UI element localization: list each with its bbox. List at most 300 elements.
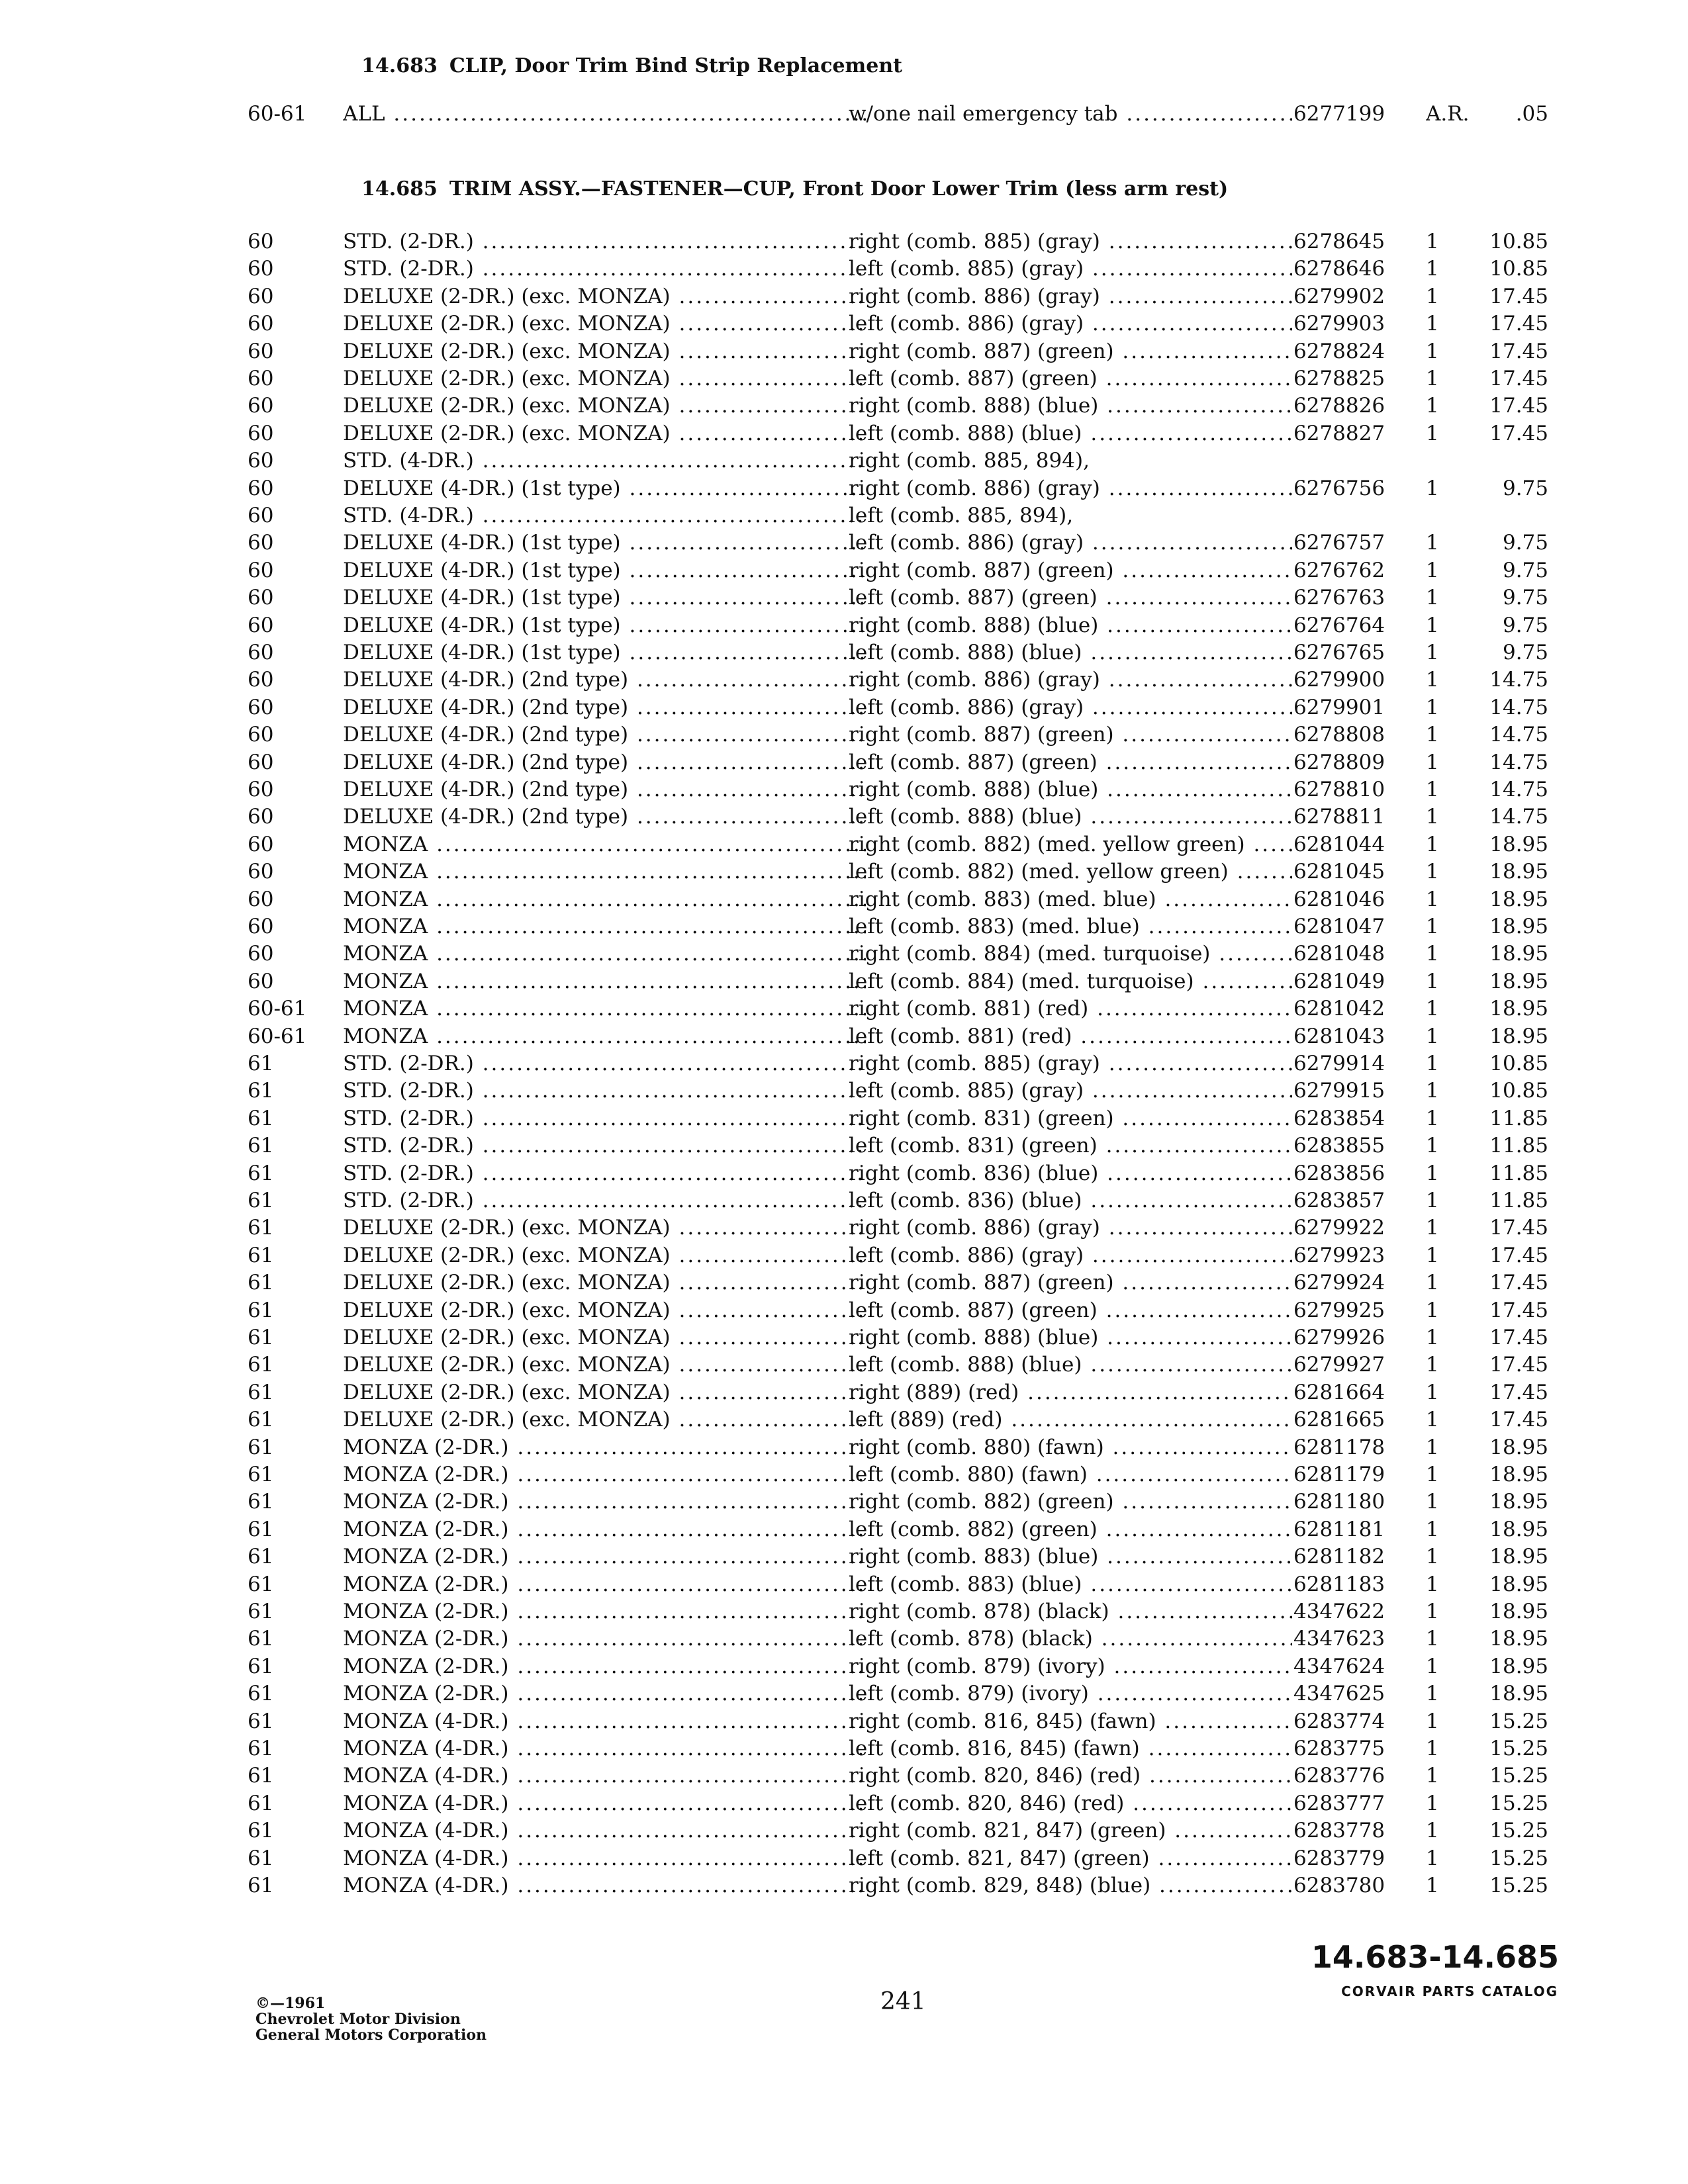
section-number: 14.685 xyxy=(361,177,438,201)
cell-part: 6279902 xyxy=(1293,284,1385,308)
cell-price: 18.95 xyxy=(1489,1682,1548,1706)
cell-qty: 1 xyxy=(1426,230,1439,253)
table-row xyxy=(248,1762,1558,1789)
cell-yr: 60 xyxy=(248,531,274,555)
cell-model: DELUXE (4-DR.) (2nd type) ..... xyxy=(343,721,866,748)
cell-desc: right (comb. 887) (green) ..... xyxy=(849,338,1292,365)
cell-desc: right (comb. 829, 848) (blue) ..... xyxy=(849,1872,1292,1899)
cell-qty: 1 xyxy=(1426,1517,1439,1541)
cell-yr: 60 xyxy=(248,421,274,445)
cell-desc: left (comb. 880) (fawn) ..... xyxy=(849,1461,1292,1488)
table-row xyxy=(248,1817,1558,1844)
table-row xyxy=(248,1708,1558,1735)
cell-price: 11.85 xyxy=(1489,1161,1548,1185)
cell-price: 14.75 xyxy=(1489,805,1548,829)
cell-part: 6281665 xyxy=(1293,1408,1385,1432)
cell-yr: 61 xyxy=(248,1380,274,1404)
cell-yr: 61 xyxy=(248,1106,274,1130)
cell-yr: 61 xyxy=(248,1545,274,1569)
cell-price: 9.75 xyxy=(1502,613,1548,637)
cell-price: 18.95 xyxy=(1489,942,1548,966)
cell-yr: 60 xyxy=(248,969,274,993)
cell-price: 17.45 xyxy=(1489,312,1548,336)
table-row xyxy=(248,338,1558,365)
cell-price: 18.95 xyxy=(1489,1463,1548,1486)
cell-yr: 61 xyxy=(248,1408,274,1432)
cell-yr: 60 xyxy=(248,860,274,884)
cell-price: 15.25 xyxy=(1489,1791,1548,1815)
cell-price: 17.45 xyxy=(1489,339,1548,363)
cell-price: 15.25 xyxy=(1489,1874,1548,1897)
cell-model: DELUXE (2-DR.) (exc. MONZA) ..... xyxy=(343,310,866,337)
cell-desc: left (comb. 886) (gray) ..... xyxy=(849,310,1292,337)
cell-model: DELUXE (2-DR.) (exc. MONZA) ..... xyxy=(343,1214,866,1241)
cell-desc: right (comb. 883) (med. blue) ..... xyxy=(849,886,1292,913)
cell-price: 17.45 xyxy=(1489,367,1548,390)
cell-qty: 1 xyxy=(1426,1134,1439,1158)
cell-price: 11.85 xyxy=(1489,1189,1548,1212)
cell-desc: right (comb. 886) (gray) ..... xyxy=(849,666,1292,693)
cell-yr: 60 xyxy=(248,312,274,336)
cell-desc: left (comb. 821, 847) (green) ..... xyxy=(849,1845,1292,1872)
table-row xyxy=(248,1571,1558,1598)
cell-yr: 60 xyxy=(248,942,274,966)
cell-yr: 61 xyxy=(248,1435,274,1459)
cell-desc: left (comb. 881) (red) ..... xyxy=(849,1023,1292,1050)
cell-part: 6276765 xyxy=(1293,641,1385,664)
cell-part: 6276764 xyxy=(1293,613,1385,637)
table-row xyxy=(248,310,1558,337)
cell-price: 18.95 xyxy=(1489,887,1548,911)
cell-desc: left (comb. 878) (black) ..... xyxy=(849,1625,1292,1652)
cell-qty: 1 xyxy=(1426,641,1439,664)
cell-part: 6279901 xyxy=(1293,695,1385,719)
cell-yr: 61 xyxy=(248,1463,274,1486)
cell-price: 18.95 xyxy=(1489,832,1548,856)
cell-part: 6279925 xyxy=(1293,1298,1385,1322)
table-row xyxy=(248,968,1558,995)
cell-yr: 61 xyxy=(248,1764,274,1788)
cell-qty: 1 xyxy=(1426,1216,1439,1240)
cell-model: MONZA (2-DR.) ..... xyxy=(343,1516,866,1543)
cell-price: 11.85 xyxy=(1489,1134,1548,1158)
cell-model: STD. (2-DR.) ..... xyxy=(343,1132,866,1159)
cell-desc: right (comb. 821, 847) (green) ..... xyxy=(849,1817,1292,1844)
table-row xyxy=(248,1077,1558,1104)
cell-model: DELUXE (2-DR.) (exc. MONZA) ..... xyxy=(343,1406,866,1433)
table-row xyxy=(248,1735,1558,1762)
cell-qty: 1 xyxy=(1426,394,1439,418)
cell-price: 18.95 xyxy=(1489,997,1548,1021)
table-row xyxy=(248,749,1558,776)
table-row xyxy=(248,886,1558,913)
cell-part: 6281180 xyxy=(1293,1490,1385,1514)
cell-qty: 1 xyxy=(1426,723,1439,747)
cell-model: DELUXE (2-DR.) (exc. MONZA) ..... xyxy=(343,1297,866,1324)
cell-model: ALL ..... xyxy=(343,101,866,127)
cell-price: 17.45 xyxy=(1489,1298,1548,1322)
cell-price: 15.25 xyxy=(1489,1846,1548,1870)
table-row xyxy=(248,1680,1558,1707)
cell-model: MONZA ..... xyxy=(343,1023,866,1050)
cell-price: 14.75 xyxy=(1489,750,1548,774)
table-row xyxy=(248,831,1558,858)
cell-part: 6283775 xyxy=(1293,1737,1385,1760)
cell-price: 18.95 xyxy=(1489,860,1548,884)
cell-part: 6281043 xyxy=(1293,1024,1385,1048)
cell-part: 6281183 xyxy=(1293,1572,1385,1596)
table-row xyxy=(248,913,1558,940)
cell-yr: 61 xyxy=(248,1709,274,1733)
cell-desc: w/one nail emergency tab ..... xyxy=(849,101,1292,127)
cell-price: 14.75 xyxy=(1489,668,1548,692)
cell-part: 6279922 xyxy=(1293,1216,1385,1240)
cell-model: MONZA ..... xyxy=(343,831,866,858)
cell-desc: left (comb. 887) (green) ..... xyxy=(849,365,1292,392)
table-row xyxy=(248,1269,1558,1296)
catalog-range: 14.683-14.685 xyxy=(1311,1939,1559,1975)
table-row xyxy=(248,1872,1558,1899)
cell-desc: left (comb. 888) (blue) ..... xyxy=(849,420,1292,447)
table-row xyxy=(248,1488,1558,1515)
cell-model: STD. (2-DR.) ..... xyxy=(343,1050,866,1077)
table-row xyxy=(248,1324,1558,1351)
cell-price: 14.75 xyxy=(1489,723,1548,747)
cell-part: 6281182 xyxy=(1293,1545,1385,1569)
cell-desc: left (comb. 831) (green) ..... xyxy=(849,1132,1292,1159)
cell-yr: 61 xyxy=(248,1052,274,1075)
cell-qty: 1 xyxy=(1426,1572,1439,1596)
cell-qty: 1 xyxy=(1426,860,1439,884)
cell-yr: 61 xyxy=(248,1326,274,1349)
cell-yr: 61 xyxy=(248,1353,274,1377)
cell-part: 6281042 xyxy=(1293,997,1385,1021)
cell-yr: 61 xyxy=(248,1846,274,1870)
cell-model: DELUXE (2-DR.) (exc. MONZA) ..... xyxy=(343,1242,866,1269)
publisher-block xyxy=(256,1995,487,2043)
cell-yr: 61 xyxy=(248,1216,274,1240)
table-row xyxy=(248,1214,1558,1241)
cell-qty: 1 xyxy=(1426,1545,1439,1569)
cell-yr: 60-61 xyxy=(248,1024,307,1048)
cell-price: 18.95 xyxy=(1489,1627,1548,1651)
cell-qty: 1 xyxy=(1426,1435,1439,1459)
table-row xyxy=(248,1023,1558,1050)
cell-price: 18.95 xyxy=(1489,915,1548,938)
cell-yr: 61 xyxy=(248,1791,274,1815)
cell-yr: 61 xyxy=(248,1737,274,1760)
cell-part: 6279915 xyxy=(1293,1079,1385,1103)
cell-part: 6277199 xyxy=(1293,102,1385,126)
cell-price: 17.45 xyxy=(1489,284,1548,308)
cell-qty: 1 xyxy=(1426,1271,1439,1295)
cell-qty: 1 xyxy=(1426,1380,1439,1404)
table-row xyxy=(248,1434,1558,1461)
cell-yr: 60 xyxy=(248,668,274,692)
cell-yr: 60-61 xyxy=(248,102,307,126)
table-row xyxy=(248,940,1558,967)
cell-price: 9.75 xyxy=(1502,558,1548,582)
cell-model: STD. (2-DR.) ..... xyxy=(343,228,866,255)
table-row xyxy=(248,1790,1558,1817)
cell-qty: 1 xyxy=(1426,915,1439,938)
cell-part: 6276756 xyxy=(1293,476,1385,500)
cell-part: 4347622 xyxy=(1293,1600,1385,1623)
cell-desc: right (comb. 816, 845) (fawn) ..... xyxy=(849,1708,1292,1735)
cell-yr: 60 xyxy=(248,641,274,664)
cell-part: 6281046 xyxy=(1293,887,1385,911)
cell-yr: 61 xyxy=(248,1654,274,1678)
cell-yr: 60 xyxy=(248,230,274,253)
cell-part: 6279923 xyxy=(1293,1243,1385,1267)
cell-qty: 1 xyxy=(1426,476,1439,500)
cell-desc: left (comb. 879) (ivory) ..... xyxy=(849,1680,1292,1707)
cell-qty: 1 xyxy=(1426,1079,1439,1103)
cell-yr: 60 xyxy=(248,394,274,418)
table-row xyxy=(248,1242,1558,1269)
cell-part: 6283776 xyxy=(1293,1764,1385,1788)
cell-desc: right (comb. 885) (gray) ..... xyxy=(849,228,1292,255)
cell-qty: 1 xyxy=(1426,1298,1439,1322)
cell-desc: right (comb. 880) (fawn) ..... xyxy=(849,1434,1292,1461)
cell-qty: 1 xyxy=(1426,750,1439,774)
cell-price: 10.85 xyxy=(1489,257,1548,281)
cell-price: 18.95 xyxy=(1489,1490,1548,1514)
cell-yr: 61 xyxy=(248,1298,274,1322)
cell-qty: 1 xyxy=(1426,1819,1439,1843)
cell-desc: left (comb. 887) (green) ..... xyxy=(849,749,1292,776)
table-row xyxy=(248,1132,1558,1159)
cell-price: 18.95 xyxy=(1489,1517,1548,1541)
cell-yr: 61 xyxy=(248,1271,274,1295)
cell-price: 9.75 xyxy=(1502,531,1548,555)
table-row xyxy=(248,1653,1558,1680)
cell-qty: 1 xyxy=(1426,1709,1439,1733)
cell-part: 6278809 xyxy=(1293,750,1385,774)
cell-part: 6278808 xyxy=(1293,723,1385,747)
cell-qty: 1 xyxy=(1426,1654,1439,1678)
cell-qty: 1 xyxy=(1426,284,1439,308)
cell-qty: 1 xyxy=(1426,1737,1439,1760)
cell-model: MONZA (2-DR.) ..... xyxy=(343,1625,866,1652)
cell-qty: 1 xyxy=(1426,1106,1439,1130)
corporation: General Motors Corporation xyxy=(256,2026,487,2044)
cell-desc: right (comb. 878) (black) ..... xyxy=(849,1598,1292,1625)
cell-yr: 60 xyxy=(248,750,274,774)
cell-part: 6283856 xyxy=(1293,1161,1385,1185)
cell-price: 10.85 xyxy=(1489,1079,1548,1103)
cell-model: MONZA ..... xyxy=(343,968,866,995)
cell-part: 6281045 xyxy=(1293,860,1385,884)
cell-model: MONZA (4-DR.) ..... xyxy=(343,1790,866,1817)
cell-desc: right (comb. 882) (green) ..... xyxy=(849,1488,1292,1515)
cell-model: DELUXE (4-DR.) (1st type) ..... xyxy=(343,475,866,502)
cell-yr: 60 xyxy=(248,558,274,582)
cell-qty: 1 xyxy=(1426,1764,1439,1788)
cell-part: 6278825 xyxy=(1293,367,1385,390)
cell-desc: left (comb. 888) (blue) ..... xyxy=(849,1351,1292,1378)
cell-desc: left (comb. 886) (gray) ..... xyxy=(849,1242,1292,1269)
cell-model: MONZA (2-DR.) ..... xyxy=(343,1434,866,1461)
cell-qty: 1 xyxy=(1426,312,1439,336)
cell-model: MONZA ..... xyxy=(343,913,866,940)
cell-desc: left (comb. 884) (med. turquoise) ..... xyxy=(849,968,1292,995)
section-title: TRIM ASSY.—FASTENER—CUP, Front Door Lower Trim (less arm rest) xyxy=(449,177,1229,201)
cell-yr: 61 xyxy=(248,1517,274,1541)
cell-qty: 1 xyxy=(1426,997,1439,1021)
cell-desc: right (comb. 885, 894), xyxy=(849,449,1090,473)
cell-price: 18.95 xyxy=(1489,1600,1548,1623)
cell-price: 15.25 xyxy=(1489,1819,1548,1843)
cell-qty: 1 xyxy=(1426,421,1439,445)
cell-part: 6281047 xyxy=(1293,915,1385,938)
cell-price: 10.85 xyxy=(1489,230,1548,253)
cell-model: MONZA (2-DR.) ..... xyxy=(343,1571,866,1598)
cell-yr: 60 xyxy=(248,257,274,281)
cell-part: 6281178 xyxy=(1293,1435,1385,1459)
cell-part: 6283857 xyxy=(1293,1189,1385,1212)
cell-desc: left (comb. 885) (gray) ..... xyxy=(849,255,1292,282)
cell-yr: 60 xyxy=(248,284,274,308)
table-row xyxy=(248,694,1558,721)
cell-desc: right (comb. 883) (blue) ..... xyxy=(849,1543,1292,1570)
catalog-name: CORVAIR PARTS CATALOG xyxy=(1341,1983,1558,1999)
cell-model: DELUXE (2-DR.) (exc. MONZA) ..... xyxy=(343,338,866,365)
table-row xyxy=(248,1187,1558,1214)
cell-yr: 61 xyxy=(248,1627,274,1651)
cell-part: 6278645 xyxy=(1293,230,1385,253)
table-row xyxy=(248,1845,1558,1872)
cell-desc: right (comb. 888) (blue) ..... xyxy=(849,1324,1292,1351)
cell-qty: 1 xyxy=(1426,1326,1439,1349)
table-row xyxy=(248,420,1558,447)
cell-part: 4347625 xyxy=(1293,1682,1385,1706)
cell-qty: 1 xyxy=(1426,832,1439,856)
cell-part: 6278646 xyxy=(1293,257,1385,281)
cell-part: 6279900 xyxy=(1293,668,1385,692)
cell-model: MONZA (4-DR.) ..... xyxy=(343,1762,866,1789)
cell-part: 6279926 xyxy=(1293,1326,1385,1349)
cell-part: 6278826 xyxy=(1293,394,1385,418)
cell-part: 6278827 xyxy=(1293,421,1385,445)
cell-desc: left (889) (red) ..... xyxy=(849,1406,1292,1433)
cell-part: 6281664 xyxy=(1293,1380,1385,1404)
cell-part: 6276762 xyxy=(1293,558,1385,582)
table-row xyxy=(248,365,1558,392)
cell-model: DELUXE (4-DR.) (2nd type) ..... xyxy=(343,776,866,803)
cell-price: 18.95 xyxy=(1489,1545,1548,1569)
cell-qty: 1 xyxy=(1426,613,1439,637)
table-row xyxy=(248,475,1558,502)
cell-part: 6283778 xyxy=(1293,1819,1385,1843)
cell-part: 6283777 xyxy=(1293,1791,1385,1815)
table-row xyxy=(248,1105,1558,1132)
cell-model: MONZA (2-DR.) ..... xyxy=(343,1598,866,1625)
cell-desc: left (comb. 882) (green) ..... xyxy=(849,1516,1292,1543)
cell-part: 6283854 xyxy=(1293,1106,1385,1130)
cell-model: DELUXE (4-DR.) (1st type) ..... xyxy=(343,639,866,666)
cell-desc: right (comb. 884) (med. turquoise) ..... xyxy=(849,940,1292,967)
table-row xyxy=(248,1160,1558,1187)
table-row xyxy=(248,1461,1558,1488)
cell-part: 6276757 xyxy=(1293,531,1385,555)
cell-yr: 60 xyxy=(248,367,274,390)
cell-model: MONZA (2-DR.) ..... xyxy=(343,1680,866,1707)
table-row xyxy=(248,1625,1558,1652)
cell-yr: 60-61 xyxy=(248,997,307,1021)
cell-qty: 1 xyxy=(1426,1161,1439,1185)
cell-model: DELUXE (2-DR.) (exc. MONZA) ..... xyxy=(343,1324,866,1351)
table-row xyxy=(248,1050,1558,1077)
cell-price: 9.75 xyxy=(1502,641,1548,664)
cell-model: MONZA (2-DR.) ..... xyxy=(343,1461,866,1488)
cell-desc: left (comb. 883) (med. blue) ..... xyxy=(849,913,1292,940)
cell-part: 6279927 xyxy=(1293,1353,1385,1377)
table-row xyxy=(248,1598,1558,1625)
cell-desc: left (comb. 887) (green) ..... xyxy=(849,584,1292,611)
table-row xyxy=(248,502,1558,529)
cell-model: DELUXE (4-DR.) (1st type) ..... xyxy=(343,529,866,556)
cell-part: 6278811 xyxy=(1293,805,1385,829)
cell-part: 6279903 xyxy=(1293,312,1385,336)
cell-desc: right (comb. 887) (green) ..... xyxy=(849,557,1292,584)
table-row xyxy=(248,666,1558,693)
cell-model: MONZA (4-DR.) ..... xyxy=(343,1872,866,1899)
cell-qty: 1 xyxy=(1426,1682,1439,1706)
cell-qty: 1 xyxy=(1426,887,1439,911)
cell-model: MONZA (4-DR.) ..... xyxy=(343,1845,866,1872)
table-row xyxy=(248,1406,1558,1433)
cell-qty: 1 xyxy=(1426,1353,1439,1377)
cell-model: STD. (2-DR.) ..... xyxy=(343,255,866,282)
cell-model: MONZA (4-DR.) ..... xyxy=(343,1735,866,1762)
cell-price: 14.75 xyxy=(1489,778,1548,801)
cell-price: 18.95 xyxy=(1489,1024,1548,1048)
cell-desc: right (comb. 831) (green) ..... xyxy=(849,1105,1292,1132)
cell-model: DELUXE (2-DR.) (exc. MONZA) ..... xyxy=(343,1379,866,1406)
cell-part: 6276763 xyxy=(1293,586,1385,610)
cell-qty: 1 xyxy=(1426,1189,1439,1212)
cell-qty: 1 xyxy=(1426,1243,1439,1267)
table-row xyxy=(248,639,1558,666)
table-row xyxy=(248,228,1558,255)
cell-desc: right (comb. 885) (gray) ..... xyxy=(849,1050,1292,1077)
copyright: ©—1961 xyxy=(256,1995,326,2012)
cell-desc: left (comb. 887) (green) ..... xyxy=(849,1297,1292,1324)
cell-part: 6278824 xyxy=(1293,339,1385,363)
cell-part: 6281049 xyxy=(1293,969,1385,993)
cell-qty: 1 xyxy=(1426,257,1439,281)
cell-model: STD. (2-DR.) ..... xyxy=(343,1077,866,1104)
cell-price: 10.85 xyxy=(1489,1052,1548,1075)
cell-yr: 60 xyxy=(248,449,274,473)
cell-desc: right (comb. 820, 846) (red) ..... xyxy=(849,1762,1292,1789)
cell-yr: 60 xyxy=(248,832,274,856)
cell-qty: 1 xyxy=(1426,942,1439,966)
cell-model: MONZA (4-DR.) ..... xyxy=(343,1817,866,1844)
cell-desc: right (comb. 836) (blue) ..... xyxy=(849,1160,1292,1187)
cell-model: MONZA (2-DR.) ..... xyxy=(343,1488,866,1515)
cell-qty: 1 xyxy=(1426,1408,1439,1432)
cell-price: 18.95 xyxy=(1489,1435,1548,1459)
cell-price: 17.45 xyxy=(1489,1408,1548,1432)
cell-price: 17.45 xyxy=(1489,1326,1548,1349)
cell-price: 15.25 xyxy=(1489,1709,1548,1733)
cell-model: STD. (4-DR.) ..... xyxy=(343,502,866,529)
cell-yr: 60 xyxy=(248,339,274,363)
table-row xyxy=(248,584,1558,611)
cell-model: DELUXE (4-DR.) (2nd type) ..... xyxy=(343,694,866,721)
